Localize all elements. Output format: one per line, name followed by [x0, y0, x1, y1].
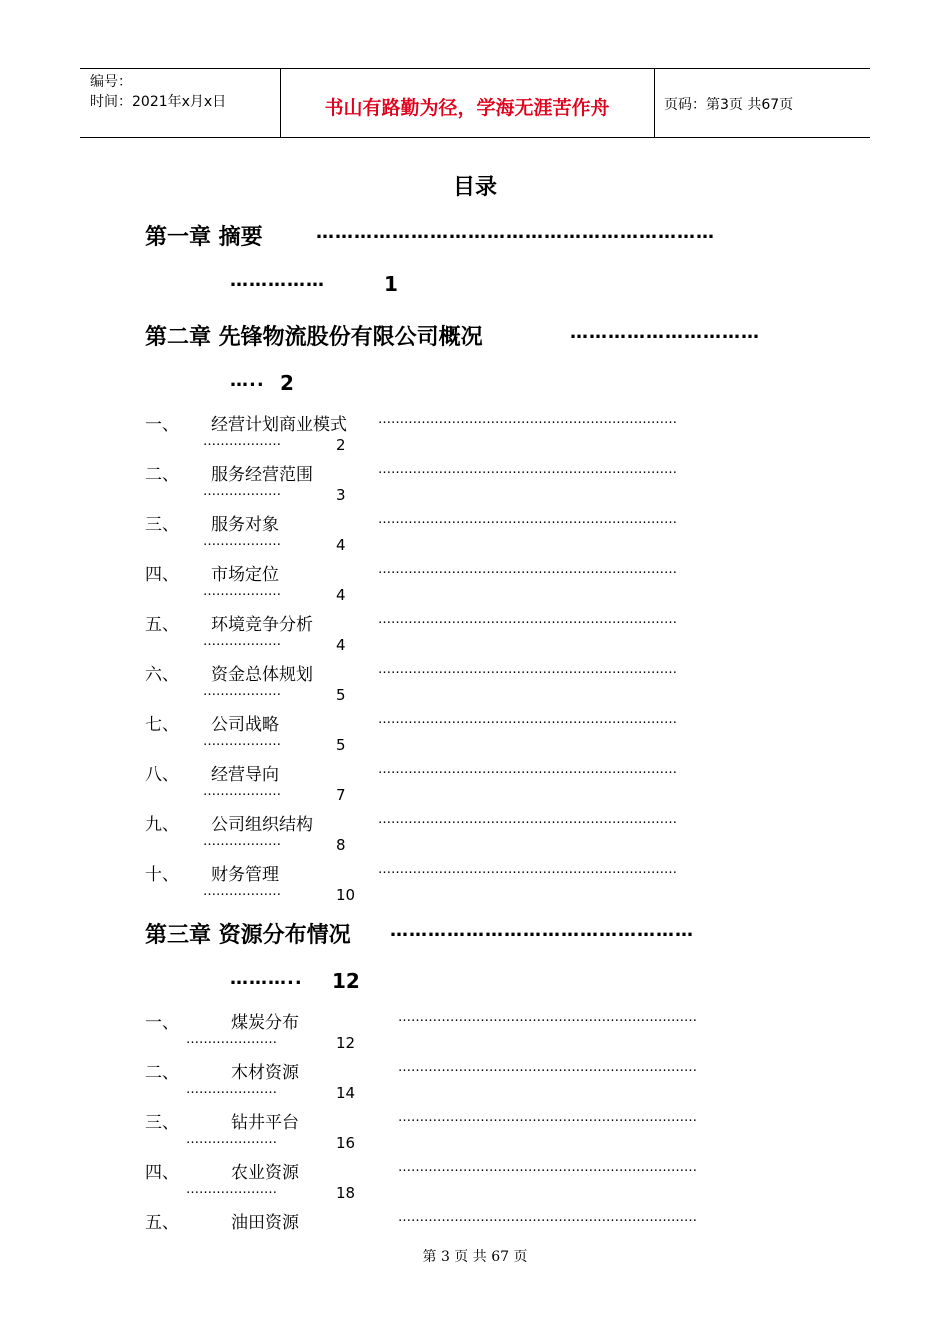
- section-leader-dots-cont: ………………: [203, 834, 281, 849]
- section-title[interactable]: 公司组织结构: [211, 815, 313, 835]
- section-title[interactable]: 油田资源: [231, 1213, 299, 1233]
- section-leader-dots: ……………………………………………………………: [378, 712, 677, 727]
- section-leader-dots-cont: ………………: [203, 484, 281, 499]
- section-leader-dots-cont: ………………: [203, 734, 281, 749]
- section-title[interactable]: 经营计划商业模式: [211, 415, 347, 435]
- section-page-number: 3: [336, 486, 346, 504]
- header-page-info: 页码：第3页 共67页: [664, 97, 794, 113]
- section-leader-dots: ……………………………………………………………: [378, 562, 677, 577]
- chapter1-page-number: 1: [384, 272, 398, 296]
- motto-text: 书山有路勤为径，学海无涯苦作舟: [324, 97, 610, 119]
- section-number: 六、: [145, 665, 179, 685]
- section-leader-dots-cont: ………………: [203, 584, 281, 599]
- section-title[interactable]: 钻井平台: [231, 1113, 299, 1133]
- section-page-number: 5: [336, 736, 346, 754]
- section-title[interactable]: 木材资源: [231, 1063, 299, 1083]
- section-page-number: 2: [336, 436, 346, 454]
- section-number: 五、: [145, 1213, 179, 1233]
- section-title[interactable]: 农业资源: [231, 1163, 299, 1183]
- chapter3-title[interactable]: 第三章 资源分布情况: [145, 923, 351, 948]
- section-leader-dots: ……………………………………………………………: [378, 862, 677, 877]
- section-leader-dots-cont: …………………: [186, 1132, 277, 1147]
- section-leader-dots: ……………………………………………………………: [398, 1110, 697, 1125]
- header-page-cell: [654, 69, 870, 137]
- section-page-number: 4: [336, 536, 346, 554]
- chapter3-leader-dots-cont: ………..: [230, 968, 303, 989]
- chapter2-title[interactable]: 第二章 先锋物流股份有限公司概况: [145, 325, 483, 350]
- chapter1-leader-dots-cont: ……………: [230, 270, 325, 291]
- number-label: 编号：: [90, 74, 132, 90]
- section-page-number: 7: [336, 786, 346, 804]
- section-page-number: 18: [336, 1184, 356, 1202]
- section-page-number: 14: [336, 1084, 356, 1102]
- section-leader-dots: ……………………………………………………………: [398, 1060, 697, 1075]
- section-page-number: 8: [336, 836, 346, 854]
- section-leader-dots-cont: ………………: [203, 434, 281, 449]
- section-leader-dots-cont: ………………: [203, 684, 281, 699]
- section-leader-dots: ……………………………………………………………: [378, 662, 677, 677]
- section-leader-dots-cont: ………………: [203, 534, 281, 549]
- section-title[interactable]: 资金总体规划: [211, 665, 313, 685]
- section-number: 一、: [145, 1013, 179, 1033]
- section-leader-dots: ……………………………………………………………: [398, 1010, 697, 1025]
- section-leader-dots: ……………………………………………………………: [378, 462, 677, 477]
- header-meta-cell: [80, 69, 281, 137]
- section-leader-dots-cont: ………………: [203, 884, 281, 899]
- section-page-number: 4: [336, 586, 346, 604]
- page-header: [80, 68, 870, 138]
- section-title[interactable]: 服务经营范围: [211, 465, 313, 485]
- section-page-number: 5: [336, 686, 346, 704]
- section-number: 五、: [145, 615, 179, 635]
- section-page-number: 4: [336, 636, 346, 654]
- section-title[interactable]: 环境竞争分析: [211, 615, 313, 635]
- section-leader-dots: ……………………………………………………………: [398, 1160, 697, 1175]
- chapter2-page-number: 2: [280, 371, 294, 395]
- header-motto-cell: [280, 69, 655, 137]
- section-number: 二、: [145, 465, 179, 485]
- section-leader-dots-cont: ………………: [203, 634, 281, 649]
- section-number: 四、: [145, 565, 179, 585]
- time-label: 时间：2021年x月x日: [90, 94, 227, 110]
- section-title[interactable]: 财务管理: [211, 865, 279, 885]
- section-leader-dots-cont: ………………: [203, 784, 281, 799]
- chapter3-page-number: 12: [332, 969, 360, 993]
- section-number: 八、: [145, 765, 179, 785]
- page-footer: 第 3 页 共 67 页: [422, 1249, 528, 1265]
- section-number: 一、: [145, 415, 179, 435]
- section-leader-dots: ……………………………………………………………: [378, 762, 677, 777]
- section-number: 二、: [145, 1063, 179, 1083]
- chapter1-leader-dots: ………………………………………………………: [316, 222, 715, 243]
- section-leader-dots: ……………………………………………………………: [378, 812, 677, 827]
- section-title[interactable]: 煤炭分布: [231, 1013, 299, 1033]
- section-leader-dots-cont: …………………: [186, 1182, 277, 1197]
- chapter3-leader-dots: …………………………………………: [390, 920, 694, 941]
- chapter2-leader-dots-cont: …..: [230, 370, 265, 391]
- section-leader-dots: ……………………………………………………………: [378, 512, 677, 527]
- section-number: 四、: [145, 1163, 179, 1183]
- section-number: 九、: [145, 815, 179, 835]
- section-leader-dots-cont: …………………: [186, 1082, 277, 1097]
- section-number: 七、: [145, 715, 179, 735]
- section-leader-dots: ……………………………………………………………: [398, 1210, 697, 1225]
- section-leader-dots: ……………………………………………………………: [378, 412, 677, 427]
- section-page-number: 12: [336, 1034, 356, 1052]
- section-number: 三、: [145, 1113, 179, 1133]
- section-title[interactable]: 经营导向: [211, 765, 279, 785]
- section-title[interactable]: 公司战略: [211, 715, 279, 735]
- toc-title: 目录: [452, 175, 497, 200]
- section-number: 十、: [145, 865, 179, 885]
- section-page-number: 16: [336, 1134, 356, 1152]
- chapter1-title[interactable]: 第一章 摘要: [145, 225, 263, 250]
- chapter2-leader-dots: …………………………: [570, 322, 760, 343]
- section-title[interactable]: 服务对象: [211, 515, 279, 535]
- section-title[interactable]: 市场定位: [211, 565, 279, 585]
- section-leader-dots: ……………………………………………………………: [378, 612, 677, 627]
- section-number: 三、: [145, 515, 179, 535]
- section-leader-dots-cont: …………………: [186, 1032, 277, 1047]
- section-page-number: 10: [336, 886, 356, 904]
